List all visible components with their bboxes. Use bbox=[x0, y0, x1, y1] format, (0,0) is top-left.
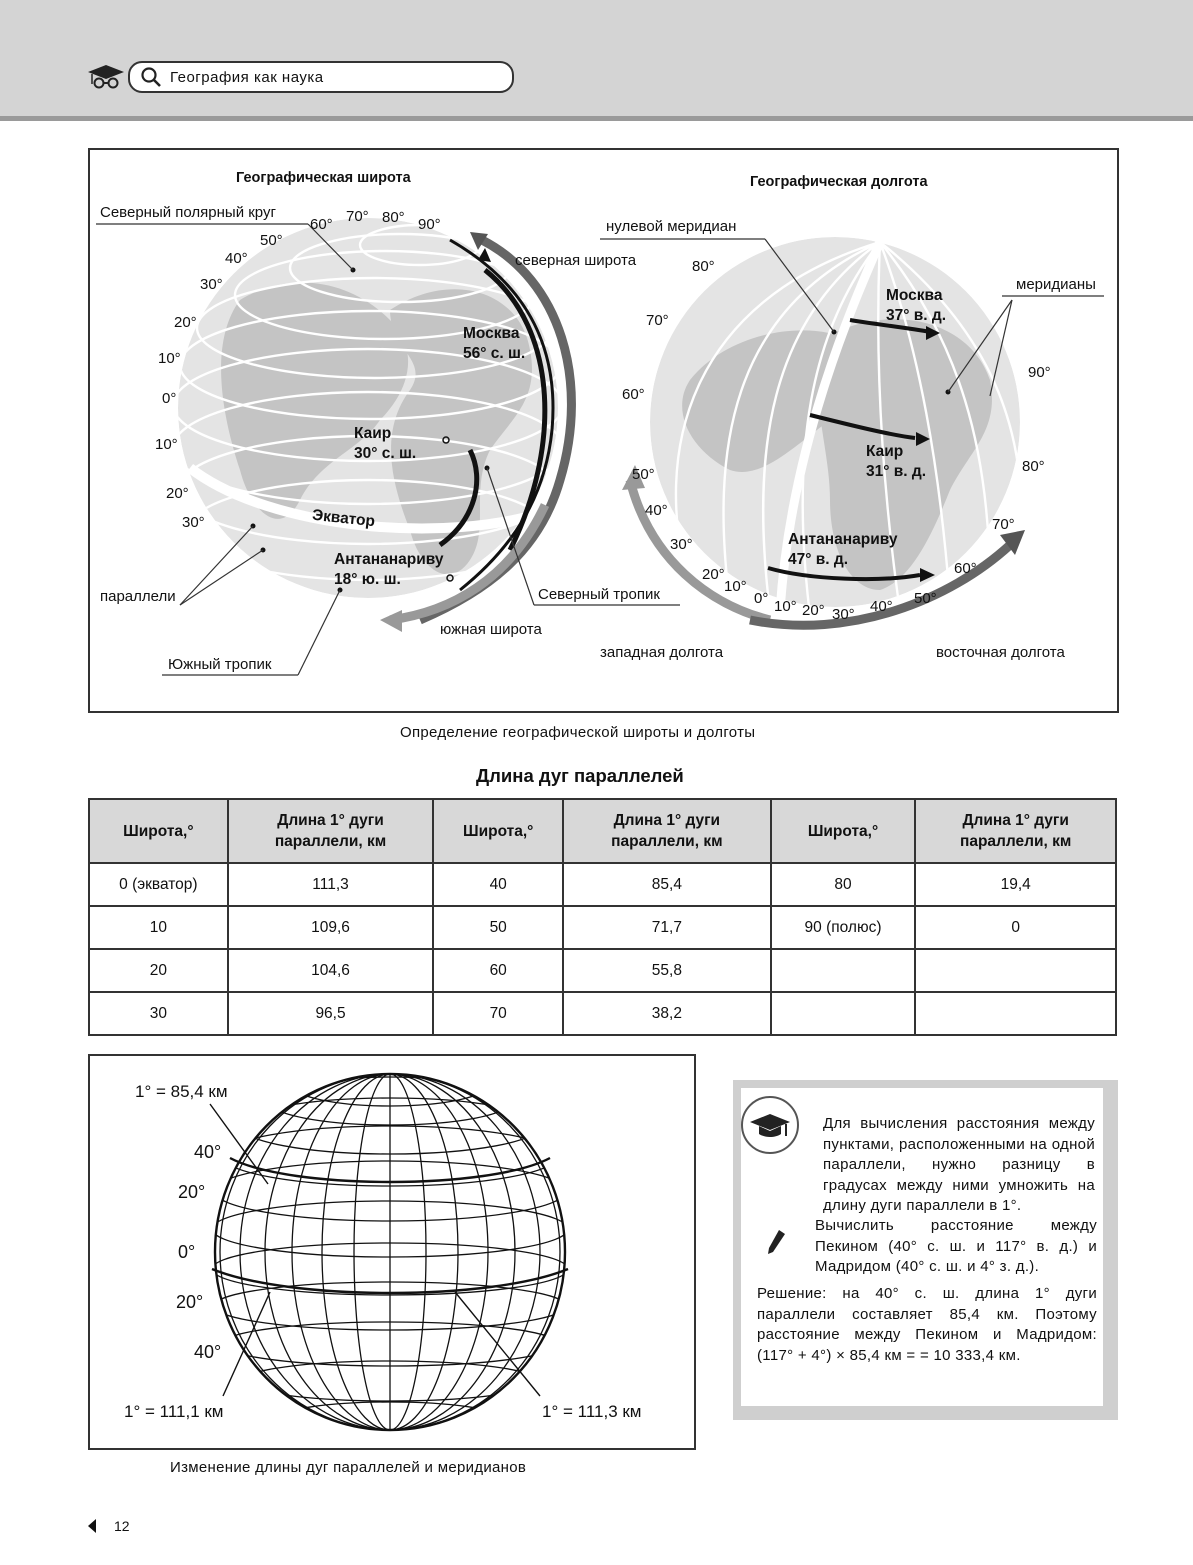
search-icon bbox=[140, 66, 162, 88]
note-content bbox=[741, 1088, 1103, 1406]
lon-tick: 50° bbox=[632, 466, 655, 483]
label-85-4: 1° = 85,4 км bbox=[135, 1082, 228, 1101]
table-cell: 30 bbox=[89, 992, 228, 1035]
lat-tick-left: 20° bbox=[174, 314, 197, 331]
table-header-row bbox=[89, 799, 1116, 863]
table-cell bbox=[771, 949, 916, 992]
page-number: 12 bbox=[114, 1518, 130, 1534]
globes-illustration bbox=[90, 150, 1117, 711]
north-latitude-label: северная широта bbox=[515, 252, 637, 269]
page-arrow-icon bbox=[86, 1518, 98, 1534]
label-111-3: 1° = 111,3 км bbox=[542, 1402, 642, 1421]
lat-tick: 0° bbox=[178, 1242, 196, 1262]
lat-tick: 40° bbox=[194, 1142, 222, 1162]
lat-tick-50: 50° bbox=[260, 232, 283, 249]
lat-tick-60: 60° bbox=[310, 216, 333, 233]
south-latitude-label: южная широта bbox=[440, 621, 542, 638]
east-longitude-label: восточная долгота bbox=[936, 644, 1065, 661]
page-header bbox=[0, 0, 1193, 121]
lon-tick: 40° bbox=[645, 502, 668, 519]
table-row bbox=[89, 863, 1116, 906]
longitude-title: Географическая долгота bbox=[750, 174, 928, 190]
tropic-south-label: Южный тропик bbox=[168, 656, 272, 673]
prime-meridian-label: нулевой меридиан bbox=[606, 218, 737, 235]
tropic-north-label: Северный тропик bbox=[538, 586, 660, 603]
figure2-caption: Изменение длины дуг параллелей и меридианов bbox=[170, 1459, 527, 1476]
lat-tick: 40° bbox=[194, 1342, 222, 1362]
header-latitude: Широта,° bbox=[771, 799, 916, 863]
lon-tick: 80° bbox=[692, 258, 715, 275]
west-longitude-label: западная долгота bbox=[600, 644, 724, 661]
lat-tick-left: 10° bbox=[158, 350, 181, 367]
lon-tick: 40° bbox=[870, 598, 893, 615]
table-cell: 71,7 bbox=[563, 906, 771, 949]
header-length: Длина 1° дуги параллели, км bbox=[563, 799, 771, 863]
table-cell: 55,8 bbox=[563, 949, 771, 992]
lon-tick: 30° bbox=[832, 606, 855, 623]
lat-tick-80: 80° bbox=[382, 209, 405, 226]
header-length: Длина 1° дуги параллели, км bbox=[228, 799, 434, 863]
lon-tick: 70° bbox=[992, 516, 1015, 533]
table-row bbox=[89, 992, 1116, 1035]
lat-tick-90: 90° bbox=[418, 216, 441, 233]
lon-tick: 60° bbox=[954, 560, 977, 577]
graduation-cap-icon bbox=[86, 62, 126, 90]
pen-icon bbox=[765, 1228, 787, 1256]
lon-tick: 20° bbox=[702, 566, 725, 583]
lat-tick-left: 0° bbox=[162, 390, 177, 407]
note-task: Вычислить расстояние между Пекином (40° с. ш. и 117° в. д.) и Мадридом (40° с. ш. и 4° з. д.). bbox=[815, 1217, 1097, 1275]
lon-tick: 70° bbox=[646, 312, 669, 329]
lon-tick: 60° bbox=[622, 386, 645, 403]
table-cell: 60 bbox=[433, 949, 563, 992]
lat-tick-left: 10° bbox=[155, 436, 178, 453]
lat-tick-left: 30° bbox=[200, 276, 223, 293]
lon-tick: 30° bbox=[670, 536, 693, 553]
table-cell: 90 (полюс) bbox=[771, 906, 916, 949]
label-111-1: 1° = 111,1 км bbox=[124, 1402, 224, 1421]
moscow-lon-label: Москва 37° в. д. bbox=[886, 287, 947, 324]
lon-tick: 20° bbox=[802, 602, 825, 619]
table-cell bbox=[915, 992, 1116, 1035]
parallels-label: параллели bbox=[100, 588, 176, 605]
table-row bbox=[89, 949, 1116, 992]
lat-tick-left: 40° bbox=[225, 250, 248, 267]
section-title: География как наука bbox=[170, 69, 324, 86]
table-cell: 38,2 bbox=[563, 992, 771, 1035]
latitude-globe bbox=[173, 218, 563, 598]
table-cell: 70 bbox=[433, 992, 563, 1035]
latitude-title: Географическая широта bbox=[236, 170, 411, 186]
table-cell bbox=[915, 949, 1116, 992]
table-cell: 40 bbox=[433, 863, 563, 906]
lat-tick: 20° bbox=[176, 1292, 204, 1312]
lon-tick: 50° bbox=[914, 590, 937, 607]
lat-tick-left: 20° bbox=[166, 485, 189, 502]
section-search-bar[interactable] bbox=[128, 61, 514, 93]
equator-label: Экватор bbox=[311, 506, 376, 531]
table-cell: 0 (экватор) bbox=[89, 863, 228, 906]
table-cell: 96,5 bbox=[228, 992, 434, 1035]
graduation-cap-icon bbox=[741, 1096, 799, 1154]
note-box bbox=[733, 1080, 1118, 1420]
header-length: Длина 1° дуги параллели, км bbox=[915, 799, 1116, 863]
table-cell: 85,4 bbox=[563, 863, 771, 906]
lon-tick: 10° bbox=[774, 598, 797, 615]
note-paragraph: Для вычисления расстояния между пунктами, расположенными на одной параллели, нужно разницу в градусах между ними умножить на длину дуги параллели в 1°. bbox=[823, 1115, 1095, 1214]
table-cell: 19,4 bbox=[915, 863, 1116, 906]
table-cell: 104,6 bbox=[228, 949, 434, 992]
note-solution: Решение: на 40° с. ш. длина 1° дуги параллели составляет 85,4 км. Поэтому расстояние между Пекином и Мадридом: (117° + 4°) × 85,4 км = = 10 333,4 км. bbox=[757, 1285, 1097, 1364]
table-cell: 111,3 bbox=[228, 863, 434, 906]
table-cell bbox=[771, 992, 916, 1035]
lon-tick: 90° bbox=[1028, 364, 1051, 381]
arc-length-figure bbox=[88, 1054, 696, 1450]
moscow-lat-label: Москва 56° с. ш. bbox=[463, 325, 526, 362]
antananarivo-lat-label: Антананариву 18° ю. ш. bbox=[334, 551, 444, 588]
lon-tick: 0° bbox=[754, 590, 769, 607]
table-row bbox=[89, 906, 1116, 949]
figure1-caption: Определение географической широты и долготы bbox=[400, 724, 756, 741]
table-cell: 10 bbox=[89, 906, 228, 949]
lat-tick: 20° bbox=[178, 1182, 206, 1202]
table-title: Длина дуг параллелей bbox=[476, 765, 684, 786]
table-cell: 109,6 bbox=[228, 906, 434, 949]
table-cell: 50 bbox=[433, 906, 563, 949]
table-cell: 0 bbox=[915, 906, 1116, 949]
lon-tick: 80° bbox=[1022, 458, 1045, 475]
lon-tick: 10° bbox=[724, 578, 747, 595]
header-latitude: Широта,° bbox=[89, 799, 228, 863]
table-cell: 80 bbox=[771, 863, 916, 906]
table-cell: 20 bbox=[89, 949, 228, 992]
lat-tick-70: 70° bbox=[346, 208, 369, 225]
arctic-circle-label: Северный полярный круг bbox=[100, 204, 276, 221]
meridians-label: меридианы bbox=[1016, 276, 1096, 293]
latitude-longitude-figure bbox=[88, 148, 1119, 713]
cairo-lat-label: Каир 30° с. ш. bbox=[354, 425, 417, 462]
arc-length-table bbox=[88, 798, 1117, 1036]
cairo-lon-label: Каир 31° в. д. bbox=[866, 443, 927, 480]
antananarivo-lon-label: Антананариву 47° в. д. bbox=[788, 531, 898, 568]
lat-tick-left: 30° bbox=[182, 514, 205, 531]
header-latitude: Широта,° bbox=[433, 799, 563, 863]
